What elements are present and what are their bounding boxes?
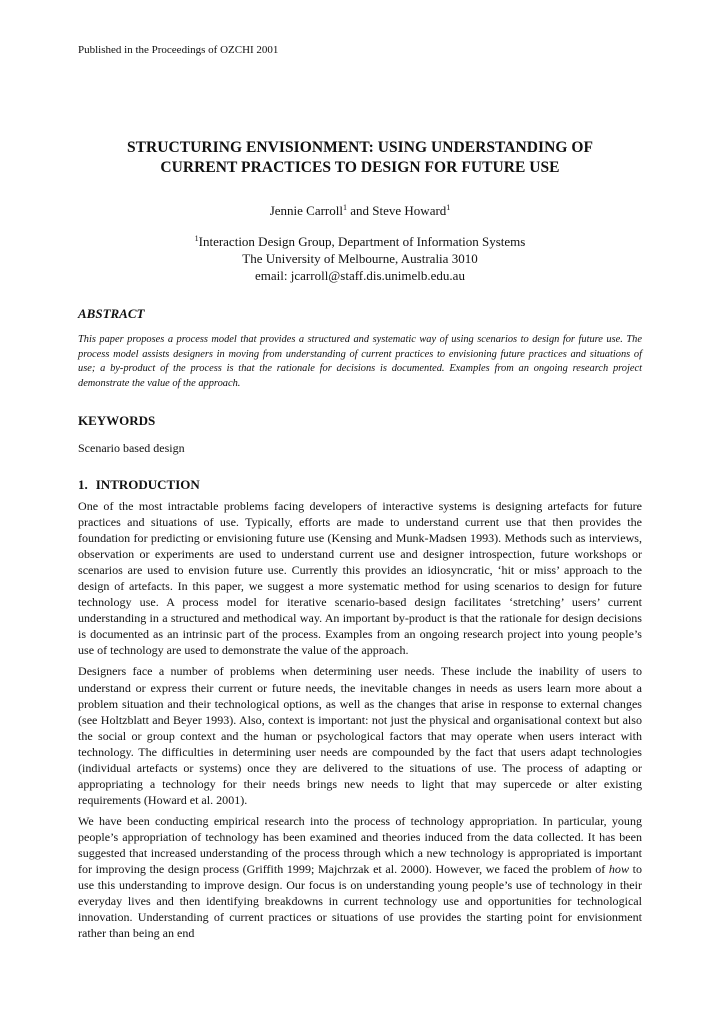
author-affiliation-marker: 1	[446, 203, 451, 212]
section-body	[78, 498, 642, 946]
affiliation-department: Interaction Design Group, Department of Information Systems	[198, 234, 526, 249]
affiliation-block	[78, 233, 642, 284]
author-list	[78, 203, 642, 219]
affiliation-line	[78, 233, 642, 250]
paper-title	[78, 138, 642, 178]
section-number: 1.	[78, 477, 88, 492]
emphasis-text: how	[608, 862, 629, 877]
body-paragraph	[78, 813, 642, 941]
running-head: Published in the Proceedings of OZCHI 2001	[78, 44, 279, 56]
paragraph-text: We have been conducting empirical research into the process of technology appropriation. In particular, young people’s appropriation of technology has been examined and theories induced from the data collected. It has been suggested that increased understanding of the process through which a new technology is appropriated is important for improving the design process (Griffith 1999; Majchrzak et al. 2000). However, we faced the problem of	[78, 813, 642, 877]
affiliation-email: email: jcarroll@staff.dis.unimelb.edu.au	[255, 268, 465, 283]
keywords-text: Scenario based design	[78, 441, 185, 455]
author-affiliation-marker: 1	[343, 203, 347, 212]
paragraph-text: to use this understanding to improve design. Our focus is on understanding young people’s use of technology in their everyday lives and then identifying breakdowns in current technology use and opportunities for technological innovation. Understanding of current practices or situations of use provides the starting point for envisionment rather than being an end	[78, 862, 642, 941]
body-paragraph: One of the most intractable problems facing developers of interactive systems is designing artefacts for future practices and situations of use. Typically, efforts are made to understand current use that then provides the foundation for predicting or envisioning future use (Kensing and Munk-Madsen 1993). Methods such as interviews, observation or experiments are used to understand current use and designer introspection, future workshops or scenarios are used to envision future use. Currently this provides an idiosyncratic, ‘hit or miss’ approach to the design of artefacts. In this paper, we suggest a more systematic method for using scenarios to design for future technology use. A process model for iterative scenario-based design facilitates ‘stretching’ users’ current understanding in a structured and methodical way. An important by-product is that the rationale for design decisions is documented as an intrinsic part of the process. Examples from an ongoing research project into young people’s use of technology are used to demonstrate the value of the approach.	[78, 499, 642, 658]
affiliation-marker: 1	[194, 234, 199, 243]
abstract-text: This paper proposes a process model that provides a structured and systematic way of using scenarios to design for future use. The process model assists designers in moving from understanding of current practices to envisioning future practices and situations of use; a by-product of the process is that the rationale for decisions is documented. Examples from an ongoing research project demonstrate the value of the approach.	[78, 334, 642, 389]
author-name: Steve Howard	[372, 203, 447, 218]
affiliation-university: The University of Melbourne, Australia 3010	[242, 251, 478, 266]
section-title: INTRODUCTION	[95, 477, 200, 492]
author-conjunction: and	[347, 203, 373, 218]
body-paragraph: Designers face a number of problems when determining user needs. These include the inability of users to understand or express their current or future needs, the inevitable changes in needs as users learn more about a problem situation and their technological options, as well as the changes that arise in response to external changes (see Holtzblatt and Beyer 1993). Also, context is important: not just the physical and organisational context but also the social or group context and the human or psychological factors that may operate when users interact with technology. The difficulties in determining user needs are compounded by the fact that users adapt technologies (individual artefacts or systems) once they are delivered to the situations of use. The process of adapting or appropriating a technology for their needs brings new needs to light that may supercede or alter existing requirements (Howard et al. 2001).	[78, 664, 642, 807]
abstract-heading: ABSTRACT	[78, 306, 145, 321]
title-line-2: CURRENT PRACTICES TO DESIGN FOR FUTURE USE	[160, 159, 560, 176]
author-name: Jennie Carroll	[269, 203, 343, 218]
title-line-1: STRUCTURING ENVISIONMENT: USING UNDERSTANDING OF	[126, 139, 594, 156]
section-heading-introduction	[78, 477, 200, 493]
keywords-heading: KEYWORDS	[78, 413, 156, 428]
